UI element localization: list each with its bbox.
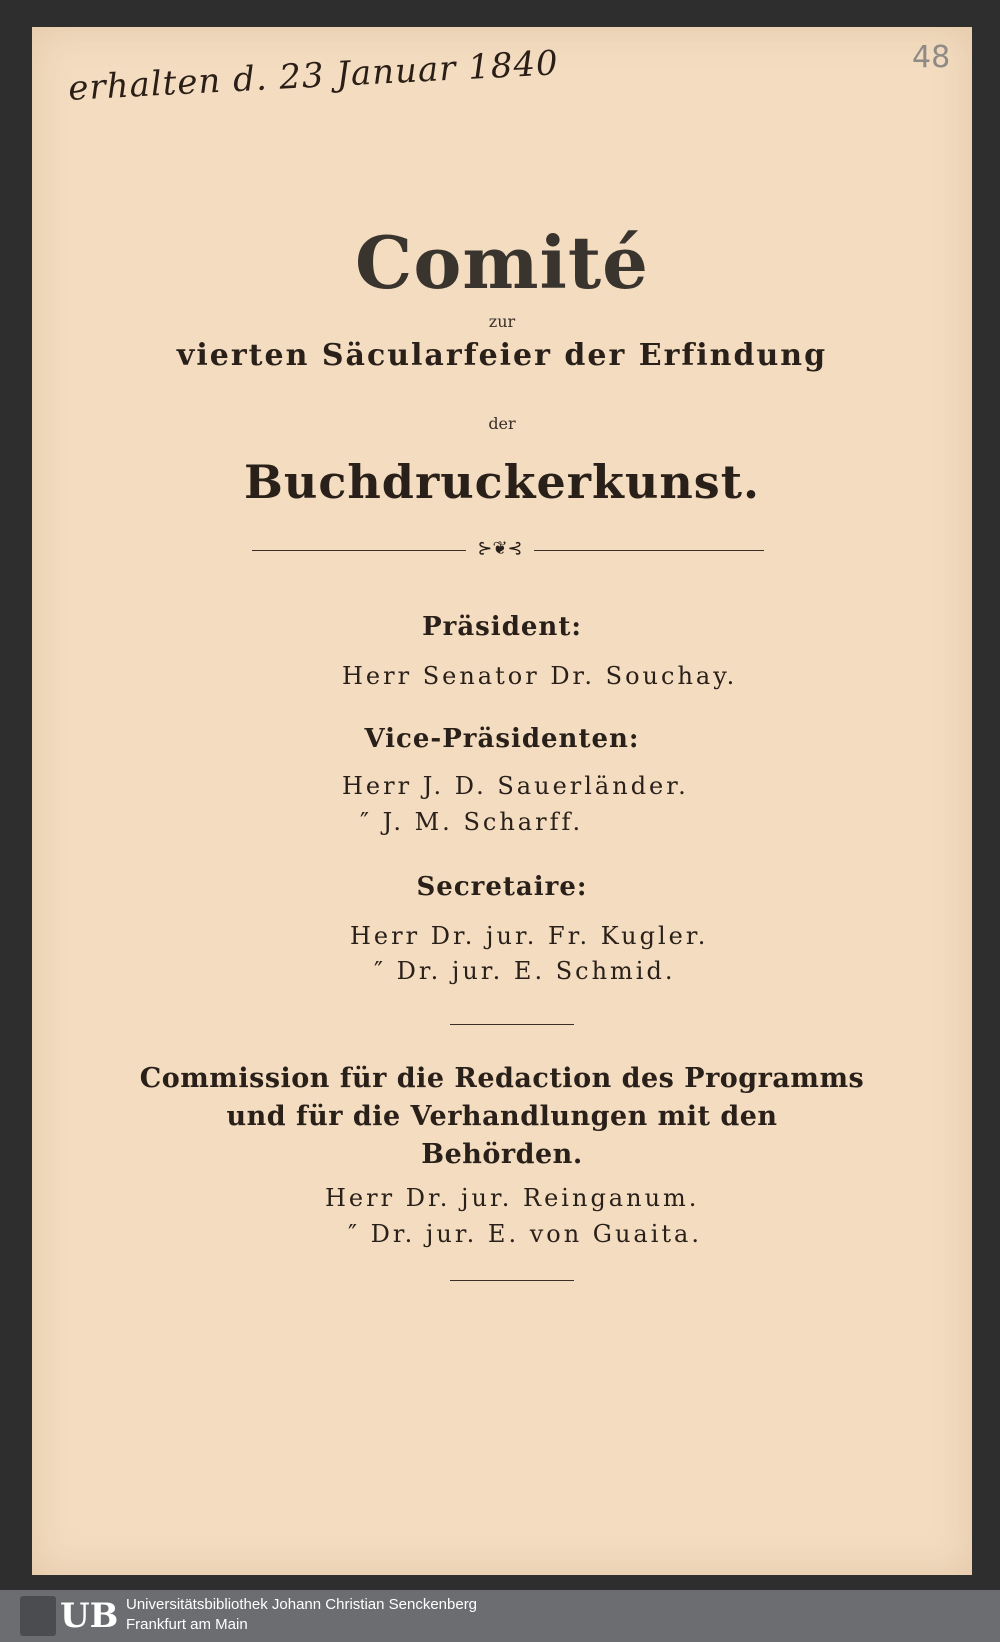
document-title: Comité (355, 220, 649, 305)
page-number: 48 (912, 40, 951, 75)
library-footer (0, 1590, 1000, 1642)
ub-logo (20, 1596, 119, 1636)
ornament: ⊱❦⊰ (477, 538, 523, 559)
commission-name-2: ″ Dr. jur. E. von Guaita. (348, 1220, 702, 1248)
commission-heading (32, 1060, 972, 1174)
divider-left (252, 550, 466, 551)
portrait-icon (20, 1596, 56, 1636)
footer-institution: Universitätsbibliothek Johann Christian Senckenberg (126, 1596, 478, 1613)
president-heading: Präsident: (422, 612, 582, 642)
text-zur: zur (488, 312, 516, 331)
secretaries-heading: Secretaire: (416, 872, 588, 902)
ub-logo-text: UB (60, 1596, 119, 1636)
text-der: der (488, 414, 516, 433)
secretary-name-1: Herr Dr. jur. Fr. Kugler. (350, 922, 709, 950)
text-buchdruckerkunst: Buchdruckerkunst. (244, 455, 760, 509)
vice-heading: Vice-Präsidenten: (364, 724, 640, 754)
footer-city: Frankfurt am Main (126, 1616, 248, 1633)
president-name: Herr Senator Dr. Souchay. (342, 662, 738, 690)
text-feier: vierten Säcularfeier der Erfindung (176, 338, 828, 373)
commission-name-1: Herr Dr. jur. Reinganum. (325, 1184, 700, 1212)
handwritten-note: erhalten d. 23 Januar 1840 (67, 43, 560, 109)
commission-line-1: Commission für die Redaction des Programms (139, 1063, 865, 1094)
commission-line-2: und für die Verhandlungen mit den (226, 1101, 778, 1132)
divider-right (534, 550, 764, 551)
section-divider (450, 1024, 574, 1025)
end-divider (450, 1280, 574, 1281)
commission-line-3: Behörden. (421, 1139, 583, 1170)
vice-name-1: Herr J. D. Sauerländer. (342, 772, 689, 800)
vice-name-2: ″ J. M. Scharff. (360, 808, 584, 836)
secretary-name-2: ″ Dr. jur. E. Schmid. (374, 957, 676, 985)
